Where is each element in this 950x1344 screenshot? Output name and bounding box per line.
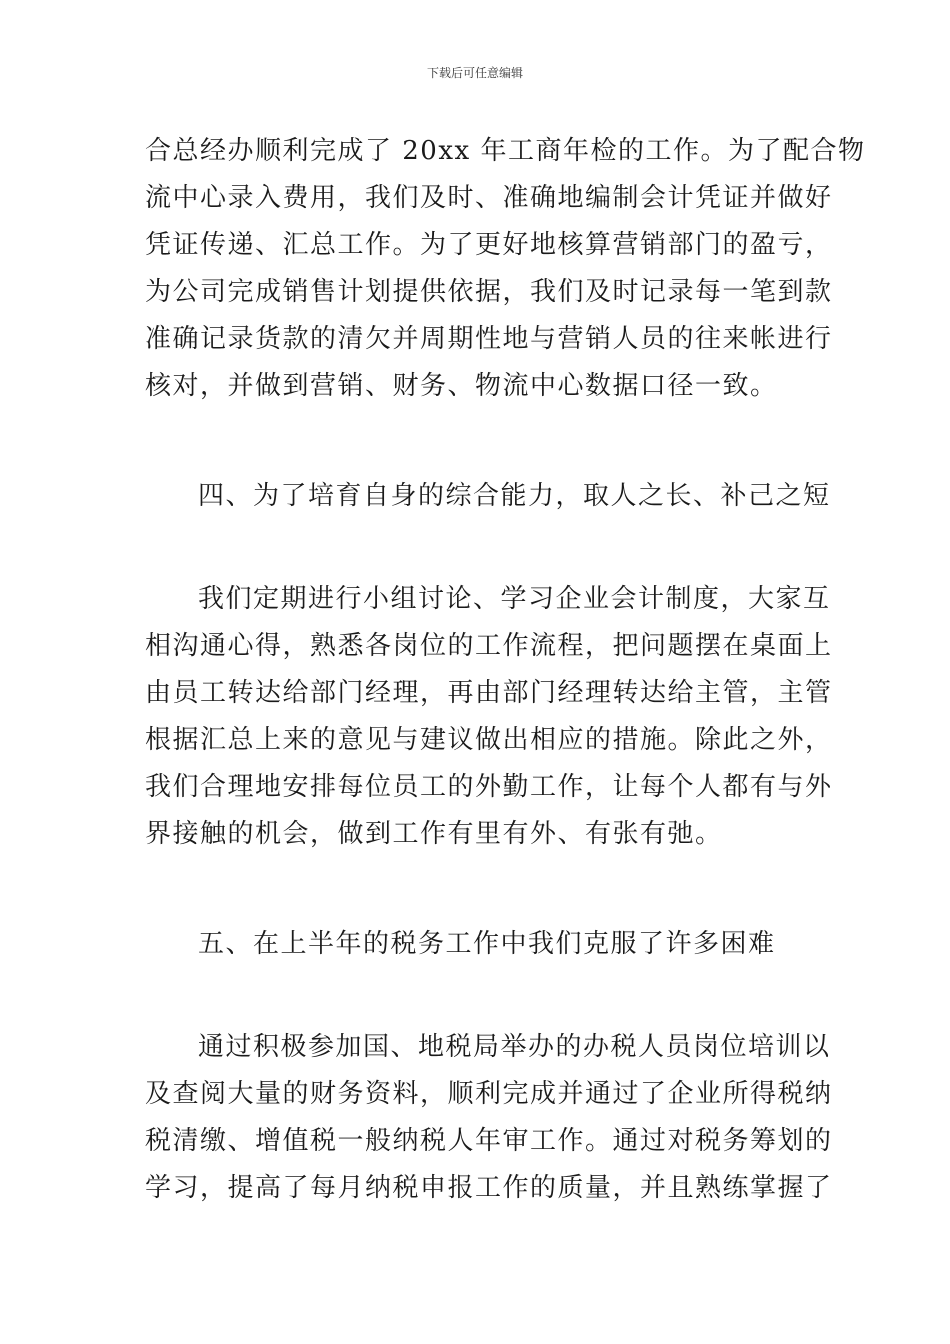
text-line: 界接触的机会，做到工作有里有外、有张有弛。 — [145, 819, 723, 849]
text-line: 学习，提高了每月纳税申报工作的质量，并且熟练掌握了 — [145, 1173, 833, 1203]
text-line: 核对，并做到营销、财务、物流中心数据口径一致。 — [145, 371, 778, 401]
text-line: 通过积极参加国、地税局举办的办税人员岗位培训以 — [198, 1032, 831, 1062]
page-header: 下载后可任意编辑 — [426, 66, 523, 80]
text-line: 相沟通心得，熟悉各岗位的工作流程，把问题摆在桌面上 — [145, 631, 833, 661]
text-line: 流中心录入费用，我们及时、准确地编制会计凭证并做好 — [145, 183, 833, 213]
text-line: 凭证传递、汇总工作。为了更好地核算营销部门的盈亏， — [145, 230, 833, 260]
text-line: 税清缴、增值税一般纳税人年审工作。通过对税务筹划的 — [145, 1126, 833, 1156]
text-line: 根据汇总上来的意见与建议做出相应的措施。除此之外， — [145, 725, 833, 755]
text-line: 合总经办顺利完成了 20xx 年工商年检的工作。为了配合物 — [145, 136, 866, 166]
section-heading-4: 四、为了培育自身的综合能力，取人之长、补己之短 — [198, 481, 831, 511]
text-line: 由员工转达给部门经理，再由部门经理转达给主管，主管 — [145, 678, 833, 708]
text-line: 准确记录货款的清欠并周期性地与营销人员的往来帐进行 — [145, 324, 833, 354]
text-line: 我们定期进行小组讨论、学习企业会计制度，大家互 — [198, 584, 831, 614]
text-line: 及查阅大量的财务资料，顺利完成并通过了企业所得税纳 — [145, 1079, 833, 1109]
text-line: 为公司完成销售计划提供依据，我们及时记录每一笔到款 — [145, 277, 833, 307]
section-heading-5: 五、在上半年的税务工作中我们克服了许多困难 — [198, 929, 776, 959]
text-line: 我们合理地安排每位员工的外勤工作，让每个人都有与外 — [145, 772, 833, 802]
